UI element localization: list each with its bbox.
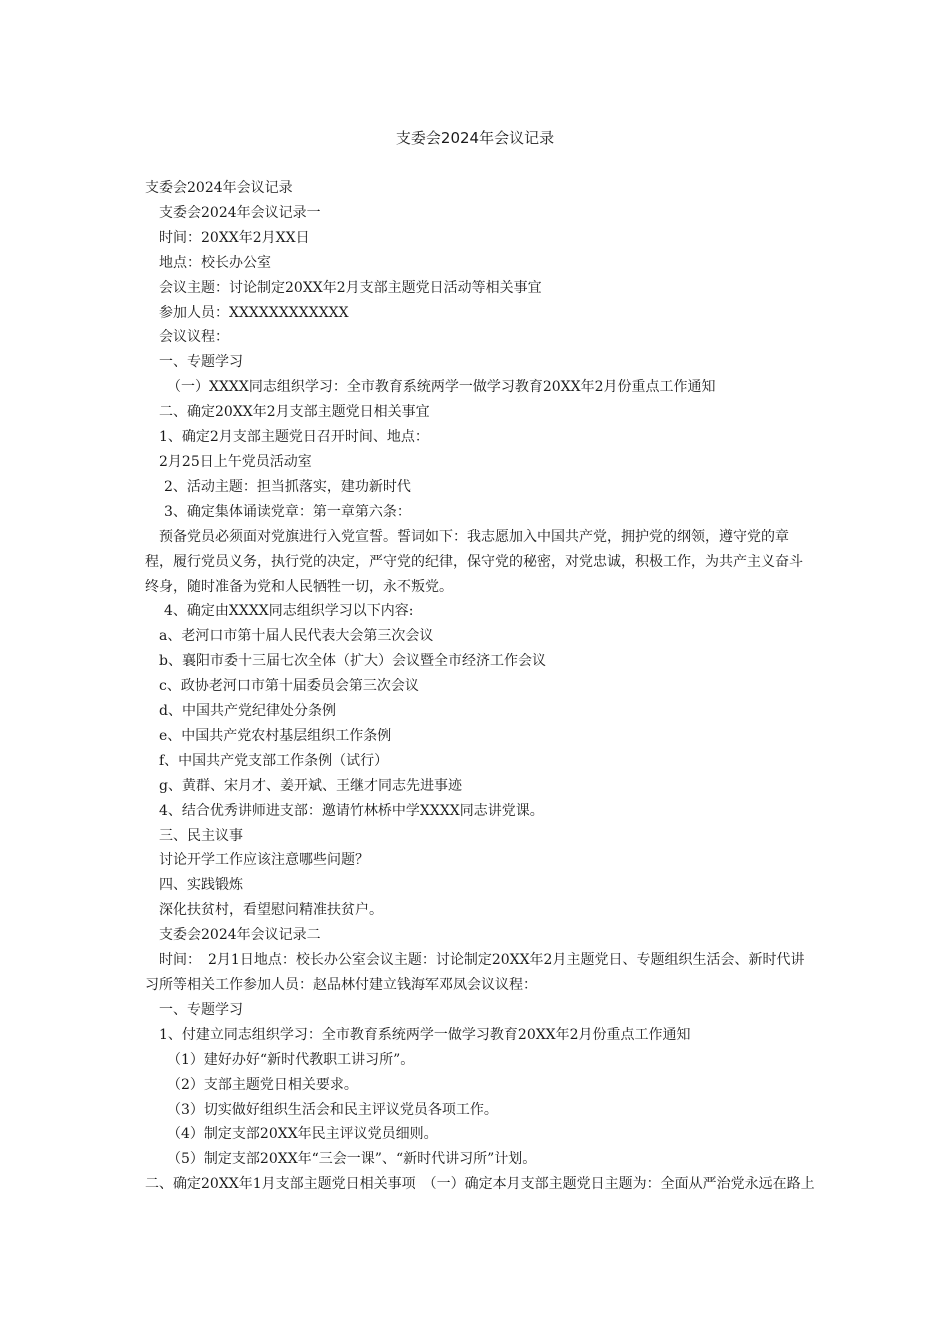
- section-heading: 三、民主议事: [159, 827, 243, 844]
- section-heading: 一、专题学习: [159, 1001, 243, 1018]
- list-item: 2月25日上午党员活动室: [159, 453, 312, 470]
- section-heading: 四、实践锻炼: [159, 877, 243, 894]
- list-item: （4）制定支部20XX年民主评议党员细则。: [167, 1126, 438, 1143]
- meeting-time: 时间：20XX年2月XX日: [159, 229, 310, 246]
- section-heading: 二、确定20XX年1月支部主题党日相关事项 （一）确定本月支部主题党日主题为：全面从严治党永远在路上: [145, 1176, 815, 1193]
- record-two-heading: 支委会2024年会议记录二: [159, 927, 321, 944]
- doc-heading: 支委会2024年会议记录: [145, 180, 293, 196]
- list-item: 2、活动主题：担当抓落实，建功新时代: [164, 478, 411, 495]
- list-item: f、中国共产党支部工作条例（试行）: [159, 752, 389, 769]
- list-item: 1、付建立同志组织学习：全市教育系统两学一做学习教育20XX年2月份重点工作通知: [159, 1026, 691, 1043]
- meeting-topic: 会议主题：讨论制定20XX年2月支部主题党日活动等相关事宜: [159, 279, 542, 296]
- list-item: e、中国共产党农村基层组织工作条例: [159, 727, 392, 744]
- list-item: 4、确定由XXXX同志组织学习以下内容:: [164, 603, 414, 620]
- list-item: c、政协老河口市第十届委员会第三次会议: [159, 678, 419, 695]
- list-item: （2）支部主题党日相关要求。: [167, 1076, 358, 1093]
- section-heading: 一、专题学习: [159, 354, 243, 371]
- list-item: （3）切实做好组织生活会和民主评议党员各项工作。: [167, 1101, 498, 1118]
- meeting-place: 地点：校长办公室: [159, 254, 271, 271]
- record-two-info: 时间： 2月1日地点：校长办公室会议主题：讨论制定20XX年2月主题党日、专题组织生活会、新时代讲习所等相关工作参加人员：赵品林付建立钱海军邓凤会议议程：: [145, 952, 805, 993]
- list-item: g、黄群、宋月才、姜开斌、王继才同志先进事迹: [159, 777, 462, 794]
- oath-paragraph: 预备党员必须面对党旗进行入党宣誓。誓词如下：我志愿加入中国共产党，拥护党的纲领，遵守党的章程，履行党员义务，执行党的决定，严守党的纪律，保守党的秘密，对党忠诚，积极工作，为共产主义奋斗终身，随时准备为党和人民牺牲一切，永不叛党。: [145, 528, 803, 595]
- agenda-label: 会议议程：: [159, 329, 229, 346]
- list-item: 深化扶贫村，看望慰问精准扶贫户。: [159, 902, 383, 919]
- meeting-attendees: 参加人员：XXXXXXXXXXXX: [159, 304, 349, 321]
- list-item: 3、确定集体诵读党章：第一章第六条：: [164, 503, 411, 520]
- list-item: b、襄阳市委十三届七次全体（扩大）会议暨全市经济工作会议: [159, 653, 546, 670]
- list-item: a、老河口市第十届人民代表大会第三次会议: [159, 628, 434, 645]
- section-heading: 二、确定20XX年2月支部主题党日相关事宜: [159, 404, 430, 421]
- document-body: [145, 176, 815, 1197]
- page-title: 支委会2024年会议记录: [395, 129, 555, 147]
- list-item: （1）建好办好“新时代教职工讲习所”。: [167, 1051, 415, 1068]
- list-item: 讨论开学工作应该注意哪些问题？: [159, 852, 369, 869]
- list-item: d、中国共产党纪律处分条例: [159, 703, 336, 720]
- list-item: 4、结合优秀讲师进支部：邀请竹林桥中学XXXX同志讲党课。: [159, 802, 544, 819]
- study-item: （一）XXXX同志组织学习：全市教育系统两学一做学习教育20XX年2月份重点工作通知: [167, 379, 716, 396]
- list-item: 1、确定2月支部主题党日召开时间、地点：: [159, 429, 429, 446]
- list-item: （5）制定支部20XX年“三会一课”、“新时代讲习所”计划。: [167, 1151, 537, 1168]
- record-one-heading: 支委会2024年会议记录一: [159, 204, 321, 221]
